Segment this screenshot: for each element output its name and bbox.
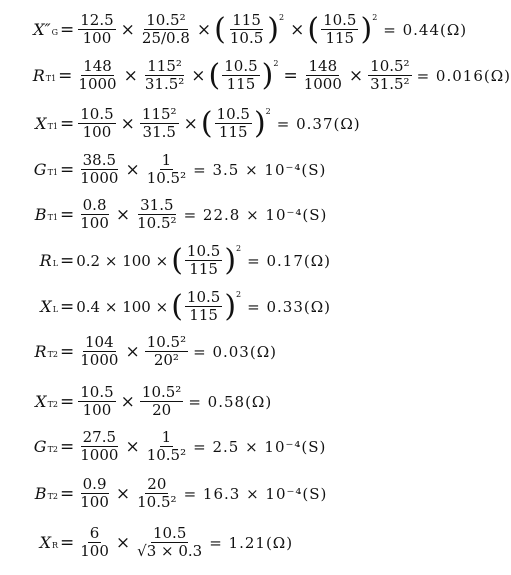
equation-xt2 <box>0 384 511 419</box>
fraction: $\frac{\text{115²}}{\text{31.5²}}$ <box>144 57 185 93</box>
equals-sign: = <box>60 296 75 317</box>
fraction: $\frac{10.5}{115}$ <box>186 242 221 278</box>
equation-bt1 <box>0 197 511 232</box>
equation-xt1 <box>0 106 511 141</box>
fraction: $\frac{6}{100}$ <box>80 524 109 560</box>
equals-sign: = <box>60 250 75 271</box>
result: = 0.37(Ω) <box>276 114 361 133</box>
equals-sign: = <box>60 436 75 457</box>
fraction: $\frac{104}{1000}$ <box>80 333 119 369</box>
result: = 16.3 × 10⁻⁴(S) <box>183 484 328 503</box>
fraction: $\frac{10.5}{100}$ <box>80 105 114 141</box>
lhs-rl: R L <box>39 251 58 270</box>
fraction: $\frac{1}{\text{10.5²}}$ <box>146 151 187 187</box>
exponent: 2 <box>265 107 271 116</box>
lhs-gt2: G T2 <box>33 437 58 456</box>
fraction: $\frac{31.5}{\text{10.5²}}$ <box>137 196 177 232</box>
fraction: $\frac{27.5}{1000}$ <box>80 428 119 464</box>
equation-rt1 <box>0 58 511 93</box>
times-sign: × <box>120 391 135 412</box>
exponent: 2 <box>236 290 242 299</box>
right-paren: ) <box>253 105 266 141</box>
lhs-rt1: R T1 <box>32 66 57 85</box>
times-sign: × <box>115 483 131 504</box>
fraction: $\frac{38.5}{1000}$ <box>80 151 119 187</box>
fraction: $\frac{\text{10.5²}}{\text{20²}}$ <box>146 333 187 369</box>
equals-sign: = <box>60 113 75 134</box>
equals-sign: = <box>60 159 75 180</box>
result: = 0.03(Ω) <box>193 342 277 361</box>
times-sign: × <box>123 65 138 86</box>
equals-sign: = <box>58 65 73 86</box>
lhs-bt1: B T1 <box>34 205 58 224</box>
equals-sign: = <box>60 391 75 412</box>
right-paren: ) <box>267 11 279 47</box>
times-sign: × <box>196 19 212 40</box>
fraction: $\frac{12.5}{100}$ <box>80 11 114 47</box>
equals-sign: = <box>60 532 75 553</box>
left-paren: ( <box>208 57 221 93</box>
equation-rl <box>0 243 511 278</box>
lhs-gt1: G T1 <box>33 160 58 179</box>
left-paren: ( <box>171 288 183 324</box>
left-paren: ( <box>307 11 320 47</box>
fraction: $\frac{\text{10.5²}}{\text{31.5²}}$ <box>370 57 410 93</box>
times-sign: × <box>115 532 131 553</box>
equals-sign: = <box>60 204 75 225</box>
lhs-xl: X L <box>40 297 58 316</box>
right-paren: ) <box>261 57 274 93</box>
equation-bt2 <box>0 476 511 511</box>
lhs-xt1: X T1 <box>35 114 58 133</box>
equation-xr <box>0 525 511 560</box>
fraction: $\frac{10.5}{115}$ <box>224 57 258 93</box>
equals-sign: = <box>60 19 75 40</box>
times-sign: × <box>125 436 140 457</box>
result: = 0.33(Ω) <box>247 297 332 316</box>
fraction: $\frac{1}{\text{10.5²}}$ <box>146 428 187 464</box>
right-paren: ) <box>224 288 237 324</box>
fraction: $\frac{20}{\text{10.5²}}$ <box>137 475 177 511</box>
left-paren: ( <box>200 105 213 141</box>
fraction: $\frac{10.5}{115}$ <box>323 11 357 47</box>
left-paren: ( <box>214 11 226 47</box>
equation-gt2 <box>0 429 511 464</box>
exponent: 2 <box>372 13 378 22</box>
fraction: $\frac{\text{115²}}{31.5}$ <box>141 105 177 141</box>
fraction: $\frac{148}{1000}$ <box>78 57 117 93</box>
times-sign: × <box>183 113 198 134</box>
exponent: 2 <box>236 244 242 253</box>
times-sign: × <box>191 65 206 86</box>
exponent: 2 <box>273 59 279 68</box>
lhs-rt2: R T2 <box>34 342 58 361</box>
result: = 1.21(Ω) <box>209 533 294 552</box>
fraction: $\frac{0.9}{100}$ <box>80 475 109 511</box>
times-sign: × <box>125 341 140 362</box>
multiplier-prefix: 0.4 × 100 × <box>76 297 169 316</box>
fraction: $\frac{0.8}{100}$ <box>80 196 109 232</box>
multiplier-prefix: 0.2 × 100 × <box>76 251 169 270</box>
left-paren: ( <box>171 242 183 278</box>
result: = 0.44(Ω) <box>383 20 468 39</box>
equals-sign: = <box>60 341 75 362</box>
equation-gt1 <box>0 152 511 187</box>
times-sign: × <box>290 19 305 40</box>
equals-sign: = <box>283 65 298 86</box>
fraction: $\frac{148}{1000}$ <box>303 57 342 93</box>
lhs-bt2: B T2 <box>34 484 58 503</box>
equation-xl <box>0 289 511 324</box>
equation-xg <box>0 12 511 47</box>
right-paren: ) <box>224 242 237 278</box>
result: = 0.17(Ω) <box>247 251 332 270</box>
fraction: $\frac{\text{10.5²}}{20}$ <box>141 383 182 419</box>
fraction: $\frac{10.5}{115}$ <box>216 105 250 141</box>
result: = 0.58(Ω) <box>188 392 273 411</box>
result: = 22.8 × 10⁻⁴(S) <box>183 205 328 224</box>
result: = 2.5 × 10⁻⁴(S) <box>193 437 327 456</box>
fraction: $\frac{10.5}{115}$ <box>186 288 221 324</box>
result: = 3.5 × 10⁻⁴(S) <box>193 160 327 179</box>
equation-rt2 <box>0 334 511 369</box>
lhs-xg: X″ G <box>33 20 58 39</box>
times-sign: × <box>120 19 135 40</box>
times-sign: × <box>120 113 135 134</box>
fraction: $\frac{115}{10.5}$ <box>229 11 264 47</box>
fraction: $\frac{\text{10.5²}}{25/0.8}$ <box>141 11 190 47</box>
fraction: $\frac{10.5}{100}$ <box>80 383 114 419</box>
exponent: 2 <box>279 13 285 22</box>
times-sign: × <box>348 65 364 86</box>
times-sign: × <box>125 159 140 180</box>
lhs-xr: X R <box>39 533 58 552</box>
result: = 0.016(Ω) <box>416 66 511 85</box>
equals-sign: = <box>60 483 75 504</box>
times-sign: × <box>115 204 131 225</box>
fraction: $\frac{10.5}{√3 \times 0.3}$ <box>137 524 203 560</box>
lhs-xt2: X T2 <box>35 392 58 411</box>
right-paren: ) <box>360 11 373 47</box>
